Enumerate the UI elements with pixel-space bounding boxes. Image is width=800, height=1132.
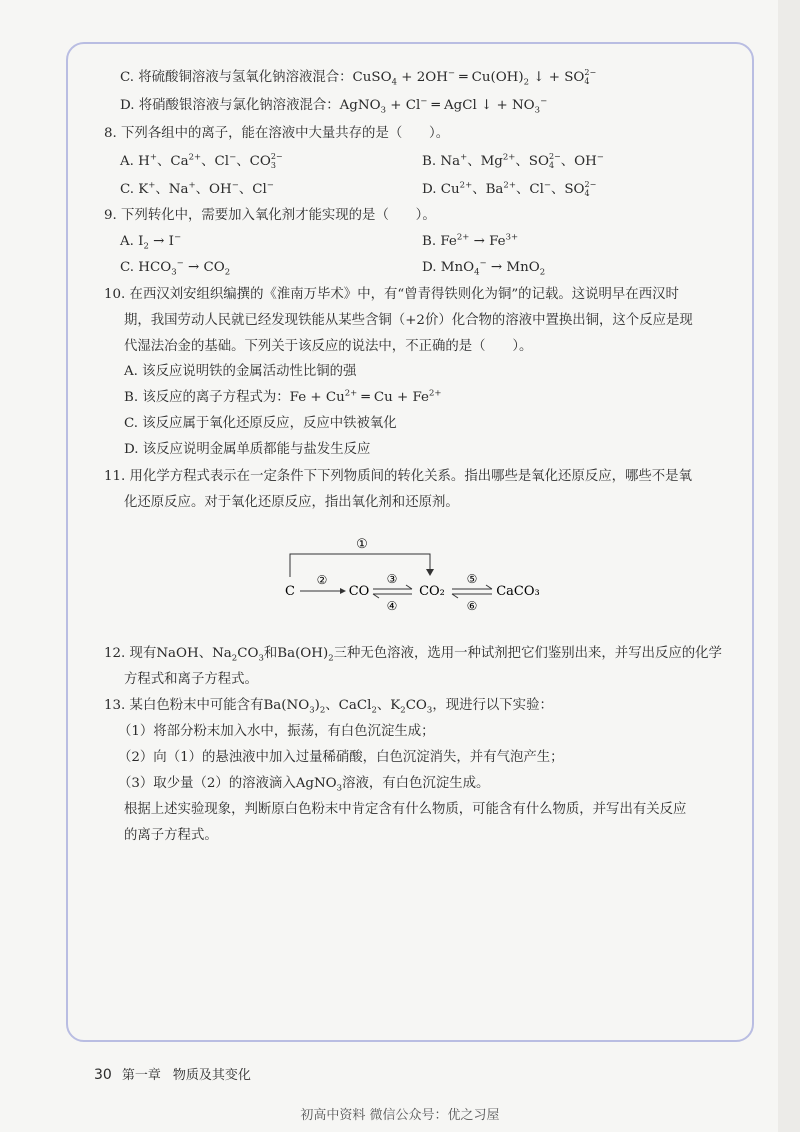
watermark-text: 初高中资料 微信公众号：优之习屋 (300, 1108, 500, 1123)
node-co2: CO₂ (419, 584, 445, 599)
node-co: CO (348, 584, 370, 599)
arrow-4-head (373, 594, 379, 598)
q13-instruction-line1: 根据上述实验现象，判断原白色粉末中肯定含有什么物质，可能含有什么物质，并写出有关反应 (124, 802, 687, 817)
q12-stem-line1: 12. 现有NaOH、$Na_2CO_3$和$Ba(OH)_2$三种无色溶液，选用一种试剂把它们鉴别出来，并写出反应的化学 (104, 646, 722, 664)
q11-stem-line1: 11. 用化学方程式表示在一定条件下下列物质间的转化关系。指出哪些是氧化还原反应，哪些不是氧 (104, 469, 692, 484)
label-2: ② (316, 573, 328, 587)
q9-option-a: A. $I_2 \to I^-$ (120, 232, 182, 252)
arrow-1-head (426, 569, 434, 576)
q10-stem-line2: 期，我国劳动人民就已经发现铁能从某些含铜（+2价）化合物的溶液中置换出铜，这个反应是现 (124, 313, 693, 328)
q8-stem: 8. 下列各组中的离子，能在溶液中大量共存的是（ ）。 (104, 126, 450, 141)
arrow-6-head (452, 594, 458, 598)
q8-option-c: C. K+、Na+、OH−、Cl− (120, 180, 274, 197)
arrow-5-head (486, 585, 492, 589)
q9-option-d: D. MnO$_4$− → MnO$_2$ (422, 258, 546, 278)
q9-option-c: C. $HCO_3^- \to CO_2$ (120, 258, 231, 278)
q7-option-d: D. 将硝酸银溶液与氯化钠溶液混合：AgNO$_3$ + Cl− ═ AgCl ↓ + $NO_3^-$ (120, 96, 548, 116)
chapter-title: 物质及其变化 (172, 1068, 251, 1083)
page-footer (94, 1064, 263, 1083)
label-5: ⑤ (466, 572, 478, 586)
q10-option-a: A. 该反应说明铁的金属活动性比铜的强 (124, 364, 357, 379)
q13-step-1: （1）将部分粉末加入水中，振荡，有白色沉淀生成； (118, 724, 435, 739)
q8-option-a: A. H+、$Ca^{2+}$、Cl−、CO 2− 3 (120, 152, 283, 170)
node-caco3: CaCO₃ (496, 584, 540, 599)
q10-option-b: B. 该反应的离子方程式为：$Fe + Cu^{2+}$ ═ $Cu + Fe^{2+}$ (124, 388, 442, 405)
q13-instruction-line2: 的离子方程式。 (124, 828, 218, 843)
q10-option-c: C. 该反应属于氧化还原反应，反应中铁被氧化 (124, 416, 397, 431)
label-6: ⑥ (466, 599, 478, 613)
q9-option-b: B. $Fe^{2+} \to Fe^{3+}$ (422, 232, 519, 249)
q8-option-d: D. $Cu^{2+}$、$Ba^{2+}$、Cl−、SO 2− 4 (422, 180, 597, 198)
q7-option-c: C. 将硫酸铜溶液与氢氧化钠溶液混合：CuSO$_4$ + 2OH− ═ $Cu(OH)_2$ ↓ + SO 2− 4 (120, 68, 597, 88)
q10-stem-line3: 代湿法冶金的基础。下列关于该反应的说法中，不正确的是（ ）。 (124, 339, 533, 354)
arrow-1-line (290, 554, 430, 577)
q10-option-d: D. 该反应说明金属单质都能与盐发生反应 (124, 442, 371, 457)
chapter-label: 第一章 (121, 1068, 161, 1083)
node-c: C (285, 584, 295, 599)
arrow-3-head (406, 585, 412, 589)
q13-stem: 13. 某白色粉末中可能含有$Ba(NO_3)_2$、CaCl$_2$、$K_2CO_3$，现进行以下实验： (104, 698, 553, 716)
page-edge (778, 0, 800, 1132)
conversion-diagram (260, 528, 560, 628)
q9-stem: 9. 下列转化中，需要加入氧化剂才能实现的是（ ）。 (104, 208, 436, 223)
q11-stem-line2: 化还原反应。对于氧化还原反应，指出氧化剂和还原剂。 (124, 495, 459, 510)
page-number: 30 (94, 1067, 112, 1083)
label-4: ④ (386, 599, 398, 613)
label-1: ① (356, 537, 368, 552)
q12-stem-line2: 方程式和离子方程式。 (124, 672, 258, 687)
q8-option-b: B. Na+、$Mg^{2+}$、SO 2− 4 、OH− (422, 152, 604, 170)
q13-step-3: （3）取少量（2）的溶液滴入AgNO$_3$溶液，有白色沉淀生成。 (118, 776, 490, 794)
q10-stem-line1: 10. 在西汉刘安组织编撰的《淮南万毕术》中，有“曾青得铁则化为铜”的记载。这说明早在西汉时 (104, 287, 679, 302)
label-3: ③ (386, 572, 398, 586)
arrow-2-head (340, 588, 346, 594)
q13-step-2: （2）向（1）的悬浊液中加入过量稀硝酸，白色沉淀消失，并有气泡产生； (118, 750, 564, 765)
